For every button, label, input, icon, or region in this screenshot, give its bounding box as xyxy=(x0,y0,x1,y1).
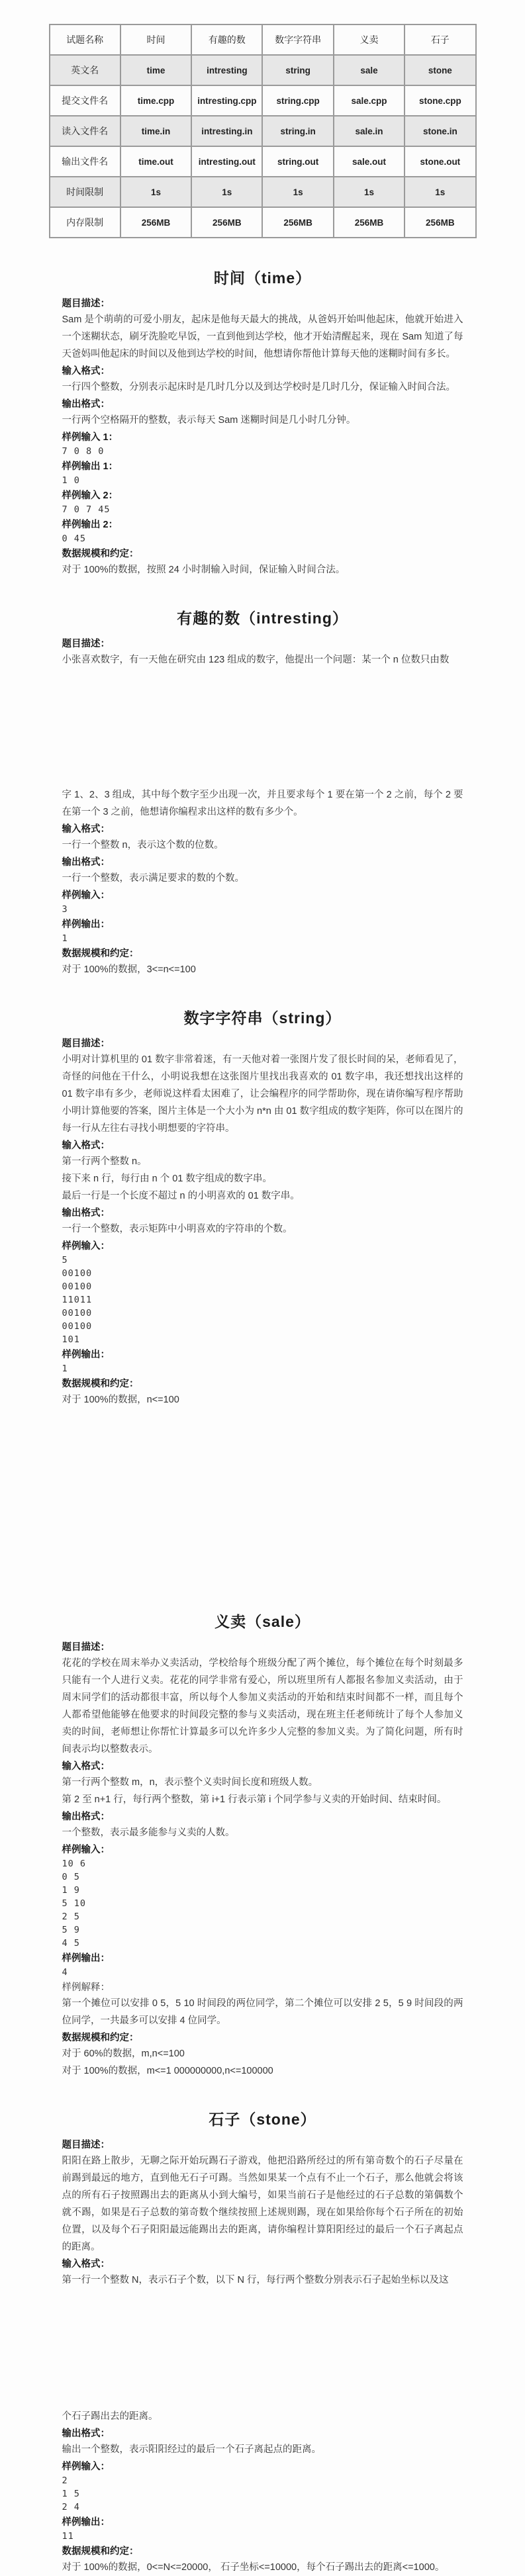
table-cell: 义卖 xyxy=(334,24,405,55)
section-label: 题目描述： xyxy=(62,639,110,649)
paragraph: 一行一个整数，表示矩阵中小明喜欢的字符串的个数。 xyxy=(62,1224,293,1234)
section-label: 题目描述： xyxy=(62,1642,110,1653)
paragraph: 一行四个整数，分别表示起床时是几时几分以及到达学校时是几时几分，保证输入时间合法。 xyxy=(62,382,455,392)
table-cell: string.cpp xyxy=(262,85,333,116)
section-label: 数据规模和约定： xyxy=(62,2546,139,2557)
paragraph: 接下来 n 行，每行由 n 个 01 数字组成的数字串。 xyxy=(62,1173,272,1184)
sample-line: 4 5 xyxy=(62,1938,80,1949)
table-cell: string xyxy=(262,55,333,85)
problem-info-table-body xyxy=(50,24,476,238)
sample-line: 2 4 xyxy=(62,2502,80,2512)
sample-line: 1 9 xyxy=(62,1885,80,1896)
row-header-cell: 内存限制 xyxy=(50,207,120,238)
paragraph: 第一行两个整数 n。 xyxy=(62,1156,147,1167)
sample-line: 11 xyxy=(62,2531,74,2542)
table-row xyxy=(50,207,476,238)
table-cell: sale.cpp xyxy=(334,85,405,116)
section-label: 输出格式： xyxy=(62,2428,110,2439)
paragraph: 对于 100%的数据，m<=1 000000000,n<=100000 xyxy=(62,2066,273,2076)
sample-line: 0 5 xyxy=(62,1872,80,1882)
table-cell: 256MB xyxy=(262,207,333,238)
table-cell: intresting xyxy=(191,55,262,85)
document-content xyxy=(49,24,477,2576)
paragraph: 对于 100%的数据，n<=100 xyxy=(62,1395,179,1405)
sample-line: 5 9 xyxy=(62,1925,80,1935)
paragraph: 对于 100%的数据，0<=N<=20000， 石子坐标<=10000，每个石子踢出去的距离<=1000。 xyxy=(62,2562,445,2573)
sample-line: 1 xyxy=(62,933,68,944)
paragraph: 最后一行是一个长度不超过 n 的小明喜欢的 01 数字串。 xyxy=(62,1191,300,1201)
sample-line: 1 5 xyxy=(62,2489,80,2499)
problem-section xyxy=(49,2107,477,2576)
table-cell: time.out xyxy=(120,146,191,177)
section-label: 样例输入： xyxy=(62,1241,110,1252)
sample-line: 5 10 xyxy=(62,1898,87,1909)
problem-title: 义卖（sale） xyxy=(215,1613,310,1630)
problem-title: 时间（time） xyxy=(213,269,312,287)
table-cell: stone.out xyxy=(405,146,475,177)
sample-line: 4 xyxy=(62,1967,68,1978)
paragraph: 阳阳在路上散步，无聊之际开始玩踢石子游戏，他把沿路所经过的所有第奇数个的石子尽量在前踢到最远的地方，直到他无石子可踢。当然如果某一个点有不止一个石子，那么他就会将该点的所有石子按照踢出去的距离从小到大编号，如果当前石子是他经过的石子总数的第偶数个就不踢，如果是石子总数的第奇数个继续按照上述规则踢，现在如果给你每个石子所在的初始位置，以及每个石子阳阳最远能踢出去的距离，请你编程计算阳阳经过的最后一个石子离起点的距离。 xyxy=(62,2156,463,2252)
sample-line: 00100 xyxy=(62,1281,93,1292)
section-label: 输入格式： xyxy=(62,1761,110,1772)
paragraph: 花花的学校在周末举办义卖活动，学校给每个班级分配了两个摊位，每个摊位在每个时刻最多只能有一个人进行义卖。花花的同学非常有爱心，所以班里所有人都报名参加义卖活动，由于周末同学们的活动都很丰富，所以每个人参加义卖活动的开始和结束时间都不一样，而且每个人都希望他能够在他要求的时间段完整的参与义卖活动，现在班主任老师统计了每个人参加义卖的时间，老师想让你帮忙计算最多可以允许多少人完整的参加义卖。为了简化问题，所有时间表示均以整数表示。 xyxy=(62,1658,463,1755)
problem-section xyxy=(49,1006,477,1582)
table-cell: time.in xyxy=(120,116,191,146)
sample-line: 101 xyxy=(62,1334,80,1345)
table-cell: time.cpp xyxy=(120,85,191,116)
table-cell: sale.out xyxy=(334,146,405,177)
problem-section xyxy=(49,266,477,578)
paragraph: 字 1、2、3 组成，其中每个数字至少出现一次，并且要求每个 1 要在第一个 2 之前，每个 2 要在第一个 3 之前，他想请你编程求出这样的数有多少个。 xyxy=(62,790,463,817)
section-label: 输出格式： xyxy=(62,1812,110,1822)
sample-line: 5 xyxy=(62,1255,68,1265)
section-label: 样例输出 2： xyxy=(62,520,119,530)
paragraph: 一个整数，表示最多能参与义卖的人数。 xyxy=(62,1827,235,1838)
section-label: 输入格式： xyxy=(62,2259,110,2270)
table-cell: string.in xyxy=(262,116,333,146)
paragraph: 对于 100%的数据，按照 24 小时制输入时间，保证输入时间合法。 xyxy=(62,565,346,575)
paragraph: 第 2 至 n+1 行，每行两个整数，第 i+1 行表示第 i 个同学参与义卖的开始时间、结束时间。 xyxy=(62,1794,447,1805)
table-cell: 时间 xyxy=(120,24,191,55)
sample-line: 1 xyxy=(62,1363,68,1374)
section-label: 样例输出： xyxy=(62,1350,110,1360)
paragraph: 输出一个整数，表示阳阳经过的最后一个石子离起点的距离。 xyxy=(62,2444,321,2455)
paragraph: Sam 是个萌萌的可爱小朋友，起床是他每天最大的挑战，从爸妈开始叫他起床，他就开始进入一个迷糊状态，刷牙洗脸吃早饭，一直到他到达学校，他才开始清醒起来，现在 Sam 知道了每天爸妈叫他起床的时间以及他到达学校的时间，他想请你帮他计算每天他的迷糊时间有多长。 xyxy=(62,314,463,359)
section-label: 输出格式： xyxy=(62,399,110,410)
table-cell: 256MB xyxy=(334,207,405,238)
section-label: 样例输入 2： xyxy=(62,490,119,501)
problem-title: 石子（stone） xyxy=(209,2111,316,2128)
table-cell: 256MB xyxy=(191,207,262,238)
table-cell: 1s xyxy=(191,177,262,207)
section-label: 输入格式： xyxy=(62,366,110,377)
section-label: 样例输入： xyxy=(62,890,110,901)
section-label: 样例输出： xyxy=(62,1953,110,1964)
section-label: 输出格式： xyxy=(62,1208,110,1219)
row-header-cell: 读入文件名 xyxy=(50,116,120,146)
problem-info-table xyxy=(49,24,477,238)
table-cell: 1s xyxy=(120,177,191,207)
table-cell: 1s xyxy=(405,177,475,207)
table-cell: sale xyxy=(334,55,405,85)
row-header-cell: 试题名称 xyxy=(50,24,120,55)
section-label: 样例输出 1： xyxy=(62,461,119,472)
table-cell: stone xyxy=(405,55,475,85)
problem-title: 数字字符串（string） xyxy=(183,1009,342,1027)
sample-line: 7 0 8 0 xyxy=(62,446,105,457)
whitespace-gap xyxy=(62,668,463,786)
paragraph: 个石子踢出去的距离。 xyxy=(62,2411,158,2422)
table-row xyxy=(50,146,476,177)
sample-line: 00100 xyxy=(62,1268,93,1279)
sample-line: 0 45 xyxy=(62,533,87,544)
table-cell: sale.in xyxy=(334,116,405,146)
table-cell: 256MB xyxy=(120,207,191,238)
table-cell: intresting.out xyxy=(191,146,262,177)
section-label: 输入格式： xyxy=(62,1140,110,1151)
section-label: 样例输入 1： xyxy=(62,432,119,443)
section-label: 数据规模和约定： xyxy=(62,2033,139,2043)
table-cell: 1s xyxy=(334,177,405,207)
row-header-cell: 输出文件名 xyxy=(50,146,120,177)
table-cell: stone.in xyxy=(405,116,475,146)
table-row xyxy=(50,116,476,146)
table-cell: intresting.in xyxy=(191,116,262,146)
table-cell: 石子 xyxy=(405,24,475,55)
table-cell: string.out xyxy=(262,146,333,177)
sample-line: 10 6 xyxy=(62,1859,87,1869)
paragraph: 对于 60%的数据，m,n<=100 xyxy=(62,2048,185,2059)
table-cell: intresting.cpp xyxy=(191,85,262,116)
table-row xyxy=(50,55,476,85)
paragraph: 第一行一个整数 N，表示石子个数，以下 N 行，每行两个整数分别表示石子起始坐标以及这 xyxy=(62,2275,449,2285)
sample-line: 00100 xyxy=(62,1308,93,1318)
section-label: 题目描述： xyxy=(62,2140,110,2150)
whitespace-gap xyxy=(62,2289,463,2408)
section-label: 题目描述： xyxy=(62,299,110,309)
row-header-cell: 时间限制 xyxy=(50,177,120,207)
table-cell: 数字字符串 xyxy=(262,24,333,55)
paragraph: 一行一个整数 n，表示这个数的位数。 xyxy=(62,840,224,851)
row-header-cell: 英文名 xyxy=(50,55,120,85)
section-label: 数据规模和约定： xyxy=(62,549,139,559)
section-label: 输出格式： xyxy=(62,857,110,868)
paragraph: 第一个摊位可以安排 0 5，5 10 时间段的两位同学，第二个摊位可以安排 2 5，5 9 时间段的两位同学，一共最多可以安排 4 位同学。 xyxy=(62,1998,463,2026)
sample-line: 11011 xyxy=(62,1295,93,1305)
table-cell: 1s xyxy=(262,177,333,207)
section-label: 样例输入： xyxy=(62,2461,110,2472)
sample-line: 3 xyxy=(62,904,68,915)
paragraph: 小明对计算机里的 01 数字非常着迷，有一天他对着一张图片发了很长时间的呆，老师看见了，奇怪的问他在干什么，小明说我想在这张图片里找出我喜欢的 01 数字串，我还想找出这样的 01 数字串有多少，老师说这样看太困难了，让会编程序的同学帮助你，现在请你编写程序帮助小明计算他要的答案，图片主体是一个大小为 n*n 由 01 数字组成的数字矩阵，你可以在图片的每一行从左往右寻找小明想要的字符串。 xyxy=(62,1054,463,1134)
paragraph: 小张喜欢数字，有一天他在研究由 123 组成的数字，他提出一个问题：某一个 n 位数只由数 xyxy=(62,655,450,665)
table-row xyxy=(50,24,476,55)
whitespace-gap xyxy=(62,1408,463,1582)
paragraph: 第一行两个整数 m，n，表示整个义卖时间长度和班级人数。 xyxy=(62,1777,318,1788)
sample-line: 2 xyxy=(62,2475,68,2486)
table-cell: time xyxy=(120,55,191,85)
section-label: 数据规模和约定： xyxy=(62,1379,139,1389)
section-label: 数据规模和约定： xyxy=(62,948,139,959)
section-label: 样例输出： xyxy=(62,919,110,930)
section-label: 样例输入： xyxy=(62,1845,110,1855)
problem-sections xyxy=(49,266,477,2576)
row-header-cell: 提交文件名 xyxy=(50,85,120,116)
problem-title: 有趣的数（intresting） xyxy=(177,610,348,627)
section-label: 题目描述： xyxy=(62,1038,110,1049)
section-label: 样例输出： xyxy=(62,2517,110,2528)
table-row xyxy=(50,177,476,207)
paragraph: 一行两个空格隔开的整数，表示每天 Sam 迷糊时间是几小时几分钟。 xyxy=(62,415,356,426)
section-label: 输入格式： xyxy=(62,824,110,835)
sample-line: 7 0 7 45 xyxy=(62,504,111,515)
table-row xyxy=(50,85,476,116)
paragraph: 对于 100%的数据，3<=n<=100 xyxy=(62,964,196,975)
paragraph: 一行一个整数，表示满足要求的数的个数。 xyxy=(62,873,244,884)
sample-line: 00100 xyxy=(62,1321,93,1332)
table-cell: 256MB xyxy=(405,207,475,238)
table-cell: stone.cpp xyxy=(405,85,475,116)
problem-section xyxy=(49,606,477,978)
table-cell: 有趣的数 xyxy=(191,24,262,55)
problem-section xyxy=(49,1610,477,2080)
sample-line: 2 5 xyxy=(62,1911,80,1922)
note-label: 样例解释： xyxy=(62,1982,110,1993)
sample-line: 1 0 xyxy=(62,475,80,486)
